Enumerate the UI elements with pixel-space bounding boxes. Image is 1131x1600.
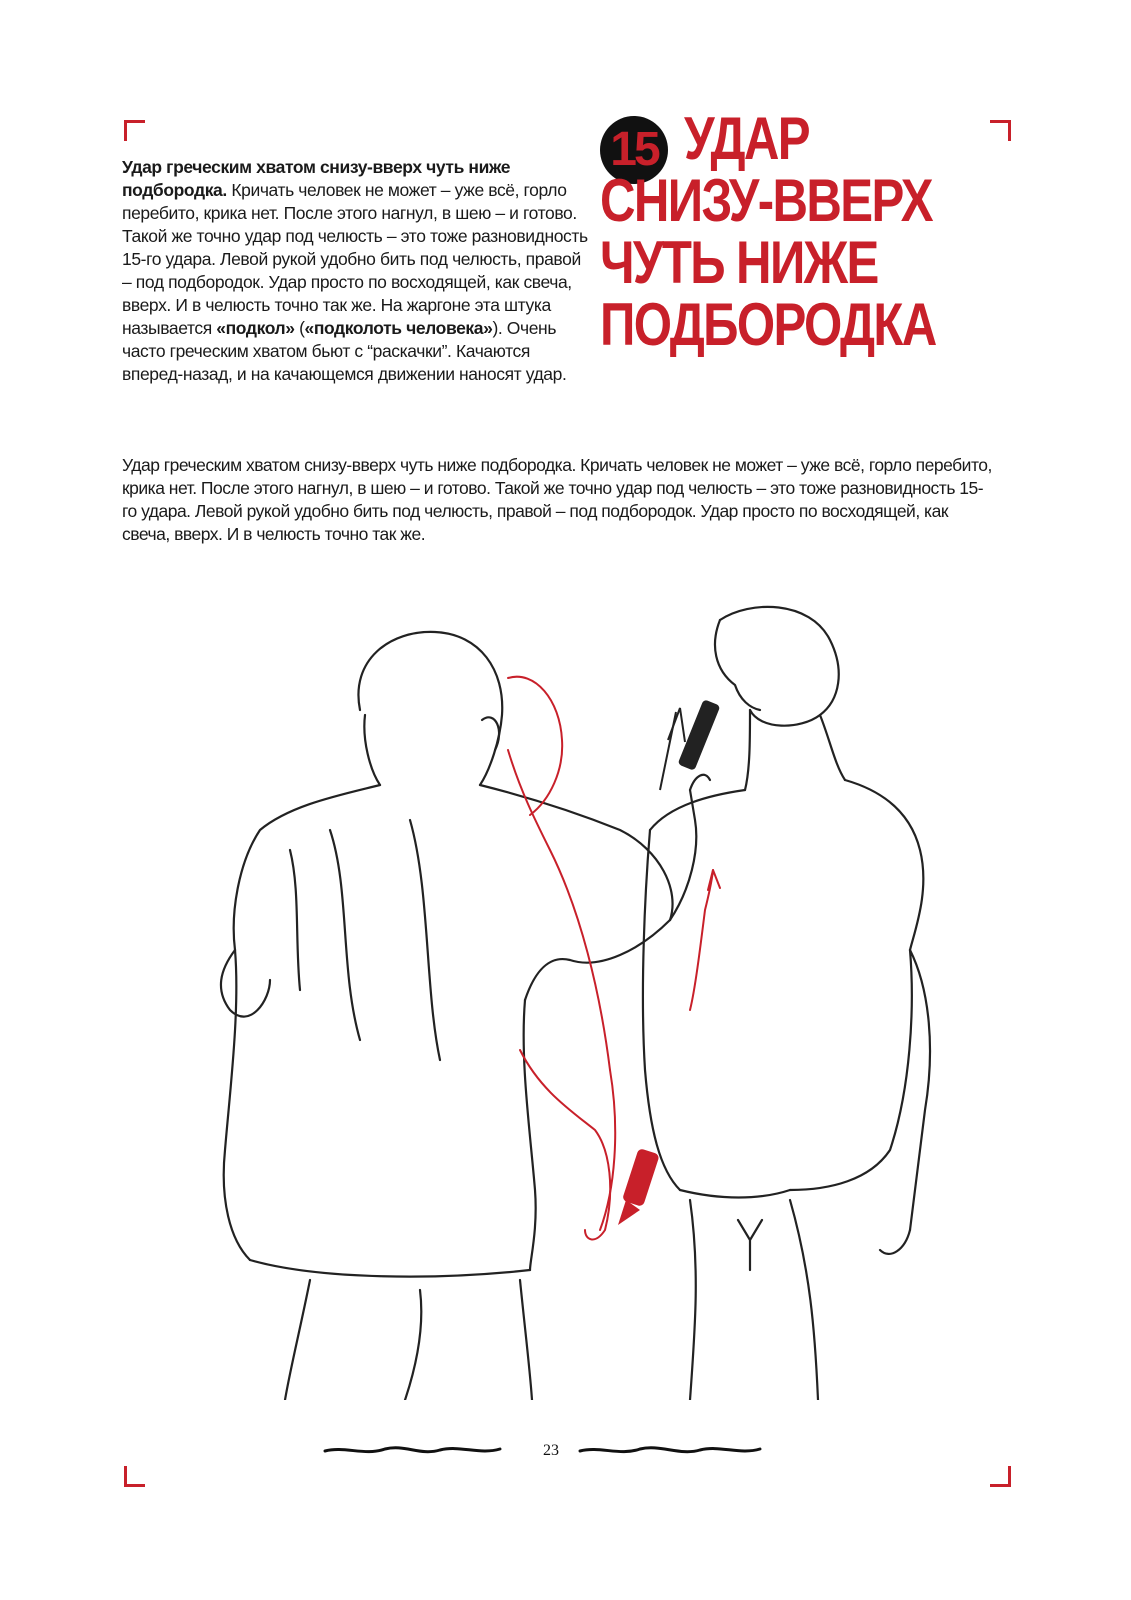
intro-text-3: ). Очень часто греческим хватом бьют с “раскачки”. Качаются вперед-назад, и на качающемся движении наносят удар. [122, 318, 567, 384]
body-paragraph: Удар греческим хватом снизу-вверх чуть ниже подбородка. Кричать человек не может – уже всё, горло перебито, крика нет. После этого нагнул, в шею – и готово. Такой же точно удар под челюсть – это тоже разновидность 15-го удара. Левой рукой удобно бить под челюсть, правой – под подбородок. Удар просто по восходящей, как свеча, вверх. И в челюсть точно так же. [122, 455, 992, 544]
intro-paragraph [122, 156, 592, 386]
strike-illustration [190, 590, 950, 1400]
section-heading [600, 105, 1020, 358]
corner-mark-bottom-left [124, 1466, 145, 1487]
intro-text-2: ( [294, 318, 305, 338]
intro-term-podkol: «подкол» [216, 318, 295, 338]
attacker-figure [221, 632, 710, 1400]
strike-number-badge: 15 [600, 116, 668, 184]
intro-term-podkolot: «подколоть человека» [304, 318, 493, 338]
corner-mark-top-left [124, 120, 145, 141]
page-footer [0, 1436, 1131, 1466]
knife-upper [660, 699, 720, 790]
title-line-4: ПОДБОРОДКА [600, 291, 936, 358]
intro-bold-lead: Удар греческим хватом снизу-вверх чуть ниже подбородка. [122, 157, 511, 200]
defender-figure [643, 607, 930, 1400]
title-line-3: ЧУТЬ НИЖЕ [600, 229, 878, 296]
title-line-1: УДАР [684, 105, 809, 172]
intro-text-1: Кричать человек не может – уже всё, горло перебито, крика нет. После этого нагнул, в шею – и готово. Такой же точно удар под челюсть – это тоже разновидность 15-го удара. Левой рукой удобно бить под челюсть, правой – под подбородок. Удар просто по восходящей, как свеча, вверх. И в челюсть точно так же. На жаргоне эта штука называется [122, 180, 588, 338]
knife-lower [618, 1148, 660, 1225]
corner-mark-bottom-right [990, 1466, 1011, 1487]
title-line-2: СНИЗУ-ВВЕРХ [600, 167, 932, 234]
page-number: 23 [543, 1442, 559, 1459]
